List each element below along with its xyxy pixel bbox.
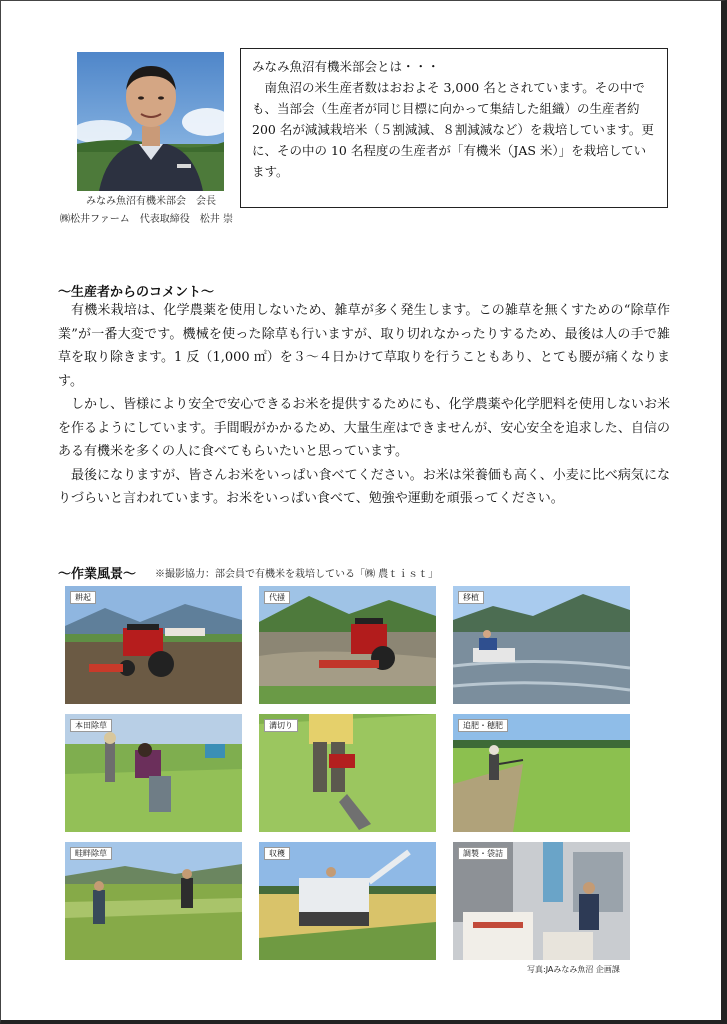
photo-tillage [65,586,242,704]
portrait-caption-name: ㈱松井ファーム 代表取締役 松井 崇 [60,214,233,225]
photo-label: 本田除草 [70,719,112,732]
photo-label: 畦畔除草 [70,847,112,860]
photo-levee-weeding [65,842,242,960]
photo-packaging [453,842,630,960]
comment-heading: ～生産者からのコメント～ [58,285,215,300]
photo-topdressing [453,714,630,832]
photo-label: 耕起 [70,591,96,604]
comment-paragraph: 有機米栽培は、化学農薬を使用しないため、雑草が多く発生します。この雑草を無くすための“除草作業”が一番大変です。機械を使った除草も行いますが、取り切れなかったりするため、最後は人の手で雑草を取り除きます。1 反（1,000 ㎡）を３～４日かけて草取りを行うこともあり、とても腰が痛くなります。 [58,303,670,389]
photo-label: 移植 [458,591,484,604]
portrait-caption-title: みなみ魚沼有機米部会 会長 [86,196,216,207]
chairman-portrait [77,52,224,191]
photo-transplanting [453,586,630,704]
work-heading: ～作業風景～ [58,567,137,582]
photo-label: 溝切り [264,719,298,732]
photo-harvest [259,842,436,960]
intro-box [240,48,668,208]
photo-label: 代掻 [264,591,290,604]
comment-paragraph: 最後になりますが、皆さんお米をいっぱい食べてください。お米は栄養価も高く、小麦に比べ病気になりづらいと言われています。お米をいっぱい食べて、勉強や運動を頑張ってください。 [58,467,670,506]
photo-field-weeding [65,714,242,832]
photo-credit: 写真:JAみなみ魚沼 企画課 [527,965,620,974]
comment-paragraph: しかし、皆様により安全で安心できるお米を提供するためにも、化学農薬や化学肥料を使用しないお米を作るようにしています。手間暇がかかるため、大量生産はできませんが、安心安全を追求した、自信のある有機米を多くの人に食べてもらいたいと思っています。 [58,397,670,459]
photo-ditching [259,714,436,832]
photo-label: 追肥・穂肥 [458,719,508,732]
photo-label: 収穫 [264,847,290,860]
photo-puddling [259,586,436,704]
work-note: ※撮影協力：部会員で有機米を栽培している「㈱ 農ｔｉｓｔ」 [155,569,439,580]
intro-title: みなみ魚沼有機米部会とは・・・ [252,59,440,74]
photo-label: 調製・袋詰 [458,847,508,860]
comment-body [58,299,670,511]
intro-body: 南魚沼の米生産者数はおおよそ 3,000 名とされています。その中でも、当部会（生産者が同じ目標に向かって集結した組織）の生産者約 200 名が減減栽培米（５割減減、８割減減など）を栽培しています。更に、その中の 10 名程度の生産者が「有機米（JAS 米）」を栽培しています。 [252,80,654,179]
